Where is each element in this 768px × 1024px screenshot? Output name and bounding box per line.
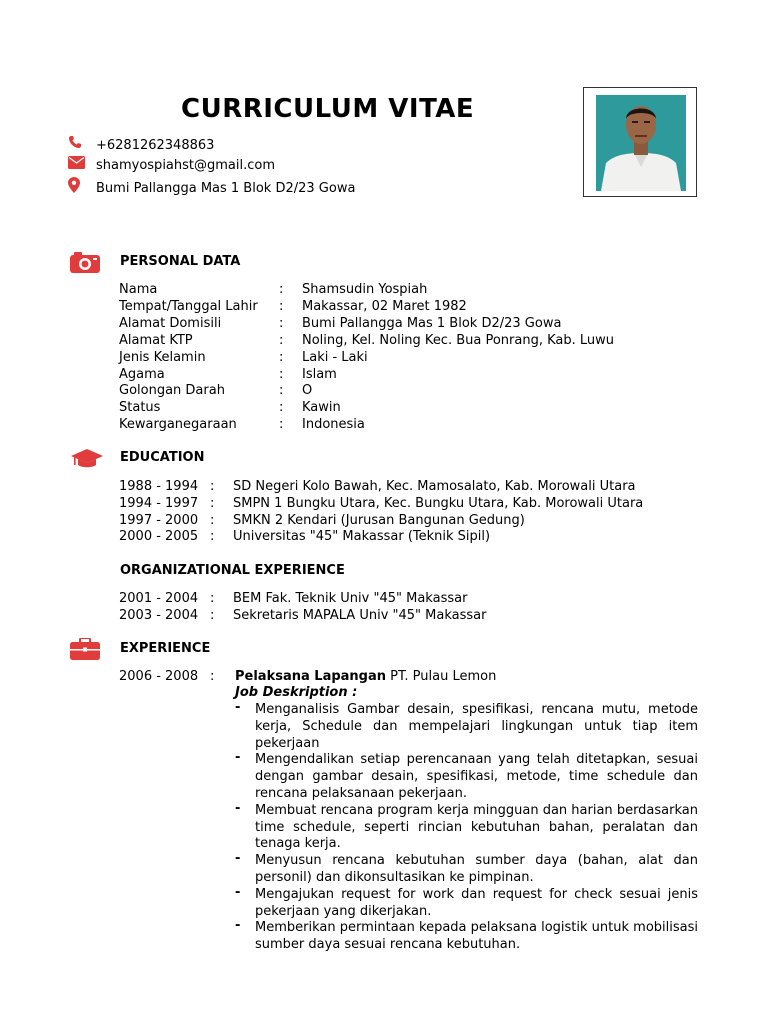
personal-value: Makassar, 02 Maret 1982	[302, 298, 467, 314]
location-pin-icon	[68, 177, 88, 199]
page-title: CURRICULUM VITAE	[181, 94, 475, 124]
personal-colon: :	[279, 400, 284, 416]
education-years: 1997 - 2000	[119, 512, 199, 528]
personal-value: Shamsudin Yospiah	[302, 282, 428, 297]
personal-label: Tempat/Tanggal Lahir	[119, 298, 258, 314]
email-icon	[68, 156, 88, 175]
dash-bullet: -	[235, 851, 241, 867]
education-colon: :	[210, 529, 215, 545]
personal-colon: :	[279, 298, 284, 314]
job-duty-item	[233, 853, 698, 887]
job-duty-item	[233, 920, 698, 954]
job-duty-text: Mengajukan request for work dan request for check sesuai jenis pekerjaan yang dikerjakan.	[255, 886, 698, 919]
education-years: 2000 - 2005	[119, 529, 199, 545]
personal-value: Indonesia	[302, 417, 365, 433]
personal-label: Nama	[119, 282, 158, 297]
job-duty-item	[233, 800, 698, 853]
education-school: SD Negeri Kolo Bawah, Kec. Mamosalato, Kab. Morowali Utara	[233, 479, 636, 494]
person-photo-icon	[596, 95, 686, 191]
dash-bullet: -	[235, 800, 241, 816]
personal-value: O	[302, 383, 313, 399]
job-duty-item	[233, 702, 698, 752]
education-school: SMKN 2 Kendari (Jurusan Bangunan Gedung)	[233, 512, 525, 528]
organization-name: BEM Fak. Teknik Univ "45" Makassar	[233, 591, 468, 606]
job-duty-text: Memberikan permintaan kepada pelaksana logistik untuk mobilisasi sumber daya sesuai rencana kebutuhan.	[255, 920, 698, 953]
education-colon: :	[210, 512, 215, 528]
job-title	[235, 669, 496, 684]
dash-bullet: -	[235, 750, 241, 766]
personal-label: Golongan Darah	[119, 383, 225, 399]
personal-value: Islam	[302, 366, 337, 382]
personal-value: Noling, Kel. Noling Kec. Bua Ponrang, Kab. Luwu	[302, 332, 615, 348]
camera-icon	[70, 251, 100, 273]
job-duty-item	[233, 752, 698, 802]
contact-email	[68, 156, 275, 174]
organization-years: 2003 - 2004	[119, 607, 199, 623]
job-duty-text: Menyusun rencana kebutuhan sumber daya (bahan, alat dan personil) dan dikonsultasikan ke pimpinan.	[255, 853, 698, 885]
job-company: PT. Pulau Lemon	[390, 669, 497, 684]
organizational-experience-heading: ORGANIZATIONAL EXPERIENCE	[120, 563, 345, 578]
organization-years: 2001 - 2004	[119, 591, 199, 606]
experience-heading: EXPERIENCE	[120, 641, 211, 656]
briefcase-icon	[70, 638, 100, 660]
dash-bullet: -	[235, 700, 241, 715]
email-address[interactable]: shamyospiahst@gmail.com	[96, 158, 276, 173]
job-description-list	[233, 702, 698, 954]
personal-label: Status	[119, 400, 161, 416]
education-years: 1994 - 1997	[119, 495, 199, 511]
organization-colon: :	[210, 591, 215, 606]
address-text: Bumi Pallangga Mas 1 Blok D2/23 Gowa	[96, 180, 356, 196]
personal-colon: :	[279, 366, 284, 382]
dash-bullet: -	[235, 884, 241, 900]
personal-colon: :	[279, 417, 284, 433]
education-school: Universitas "45" Makassar (Teknik Sipil)	[233, 529, 491, 545]
education-colon: :	[210, 479, 215, 494]
personal-colon: :	[279, 349, 284, 365]
personal-label: Alamat KTP	[119, 332, 193, 348]
job-duty-text: Menganalisis Gambar desain, spesifikasi, rencana mutu, metode kerja, Schedule dan mempelajari lingkungan untuk tiap item pekerjaan	[255, 702, 698, 751]
personal-colon: :	[279, 383, 284, 399]
personal-data-heading: PERSONAL DATA	[120, 254, 241, 269]
organization-name: Sekretaris MAPALA Univ "45" Makassar	[233, 607, 487, 623]
contact-address	[68, 177, 355, 195]
personal-value: Kawin	[302, 400, 341, 416]
job-duty-text: Mengendalikan setiap perencanaan yang telah ditetapkan, sesuai dengan gambar desain, spesifikasi, metode, time schedule dan rencana pelaksanaan pekerjaan.	[255, 752, 698, 801]
personal-value: Laki - Laki	[302, 349, 368, 365]
dash-bullet: -	[235, 918, 241, 934]
experience-colon: :	[210, 669, 215, 684]
personal-colon: :	[279, 282, 284, 297]
personal-colon: :	[279, 332, 284, 348]
job-duty-text: Membuat rencana program kerja mingguan dan harian berdasarkan time schedule, seperti rincian kebutuhan bahan, peralatan dan tenaga kerja.	[255, 802, 698, 852]
phone-icon	[68, 135, 88, 155]
education-school: SMPN 1 Bungku Utara, Kec. Bungku Utara, Kab. Morowali Utara	[233, 495, 644, 511]
personal-label: Kewarganegaraan	[119, 417, 237, 433]
education-heading: EDUCATION	[120, 450, 205, 465]
education-colon: :	[210, 495, 215, 511]
experience-years: 2006 - 2008	[119, 669, 199, 684]
job-description-heading: Job Deskription :	[235, 685, 358, 700]
job-position: Pelaksana Lapangan	[235, 669, 387, 684]
personal-label: Alamat Domisili	[119, 315, 222, 331]
personal-label: Agama	[119, 366, 165, 382]
phone-number[interactable]: +6281262348863	[96, 137, 215, 153]
job-duty-item	[233, 884, 698, 921]
graduation-cap-icon	[70, 447, 100, 469]
contact-phone	[68, 135, 214, 153]
organization-colon: :	[210, 607, 215, 623]
personal-colon: :	[279, 315, 284, 331]
personal-value: Bumi Pallangga Mas 1 Blok D2/23 Gowa	[302, 315, 562, 331]
education-years: 1988 - 1994	[119, 479, 199, 494]
personal-label: Jenis Kelamin	[119, 349, 206, 365]
profile-photo	[583, 87, 697, 197]
